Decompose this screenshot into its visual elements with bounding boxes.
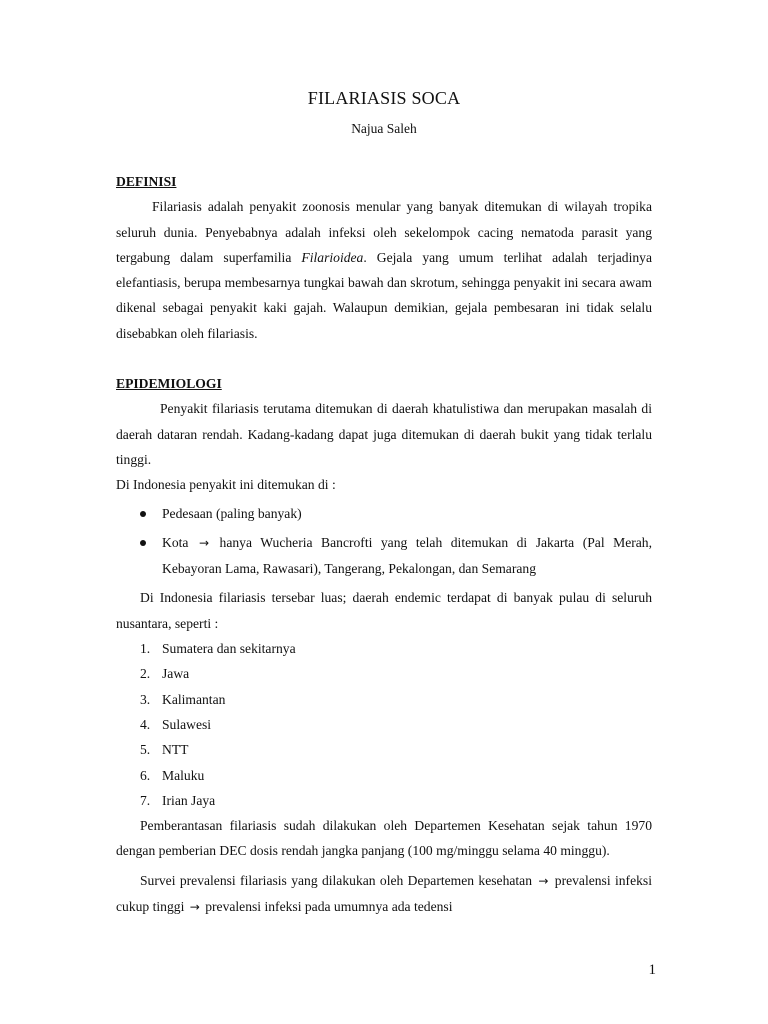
region-name: Irian Jaya — [162, 792, 216, 808]
author-name: Najua Saleh — [351, 121, 417, 136]
definisi-text-b: . Gejala yang umum terlihat adalah terjadinya elefantiasis, berupa membesarnya tungkai bawah dan skrotum, sehingga penyakit ini secara awam dikenal sebagai penyakit kaki gajah. Walaupun demikian, gejala pembesaran ini tidak selalu disebabkan oleh filariasis. — [116, 249, 652, 341]
list-number: 2. — [140, 666, 151, 682]
survey-text-c: prevalensi infeksi pada umumnya ada tedensi — [205, 899, 453, 915]
region-name: Kalimantan — [162, 691, 226, 707]
definisi-paragraph — [116, 194, 652, 346]
epidemiologi-paragraph-4: Pemberantasan filariasis sudah dilakukan oleh Departemen Kesehatan sejak tahun 1970 dengan pemberian DEC dosis rendah jangka panjang (100 mg/minggu selama 40 minggu). — [116, 818, 652, 859]
epidemiologi-paragraph-2: Di Indonesia penyakit ini ditemukan di : — [116, 477, 336, 493]
list-number: 3. — [140, 691, 151, 707]
bullet-text: Pedesaan (paling banyak) — [162, 505, 302, 521]
section-heading-definisi: DEFINISI — [116, 174, 177, 189]
page-number: 1 — [648, 962, 656, 978]
list-item — [116, 661, 652, 686]
bullet-icon — [140, 511, 146, 517]
list-number: 1. — [140, 641, 151, 657]
epidemiologi-paragraph-1: Penyakit filariasis terutama ditemukan di daerah khatulistiwa dan merupakan masalah di daerah dataran rendah. Kadang-kadang dapat juga ditemukan di daerah bukit yang tidak terlalu tinggi. — [116, 401, 652, 467]
region-name: NTT — [162, 742, 189, 758]
list-item — [116, 687, 652, 712]
definisi-text-a: Filariasis adalah penyakit zoonosis menular yang banyak ditemukan di wilayah tropika seluruh dunia. Penyebabnya adalah infeksi oleh sekelompok cacing nematoda parasit yang tergabung dalam superfamilia — [116, 199, 652, 265]
list-number: 6. — [140, 767, 151, 783]
list-item — [116, 530, 652, 582]
region-name: Maluku — [162, 767, 205, 783]
bullet-text-kota: Kota — [162, 534, 189, 550]
document-body — [116, 169, 652, 920]
list-item — [116, 737, 652, 762]
region-name: Jawa — [162, 666, 190, 682]
section-spacer — [116, 346, 652, 371]
list-item — [116, 501, 652, 526]
region-numbered-list — [116, 636, 652, 813]
list-item — [116, 788, 652, 813]
arrow-right-icon: → — [538, 873, 549, 888]
region-name: Sulawesi — [162, 716, 212, 732]
document-title: FILARIASIS SOCA — [307, 88, 461, 108]
epidemiologi-paragraph-5 — [116, 868, 652, 921]
bullet-text-kota-detail: hanya Wucheria Bancrofti yang telah ditemukan di Jakarta (Pal Merah, Kebayoran Lama, Rawasari), Tangerang, Pekalongan, dan Semarang — [162, 534, 652, 577]
section-heading-epidemiologi: EPIDEMIOLOGI — [116, 376, 222, 392]
survey-text-a: Survei prevalensi filariasis yang dilakukan oleh Departemen kesehatan — [140, 872, 533, 888]
location-bullet-list — [116, 501, 652, 582]
list-item — [116, 712, 652, 737]
epidemiologi-paragraph-3: Di Indonesia filariasis tersebar luas; daerah endemic terdapat di banyak pulau di seluruh nusantara, seperti : — [116, 590, 652, 631]
bullet-icon — [140, 540, 146, 546]
arrow-right-icon: → — [198, 535, 210, 550]
list-number: 4. — [140, 716, 151, 732]
list-item — [116, 763, 652, 788]
arrow-right-icon: → — [189, 900, 200, 915]
list-number: 5. — [140, 742, 151, 758]
region-name: Sumatera dan sekitarnya — [162, 641, 296, 657]
list-item — [116, 636, 652, 661]
list-number: 7. — [140, 792, 151, 808]
definisi-italic-term: Filarioidea — [301, 249, 364, 265]
survey-text-b: prevalensi infeksi cukup tinggi — [116, 872, 652, 915]
